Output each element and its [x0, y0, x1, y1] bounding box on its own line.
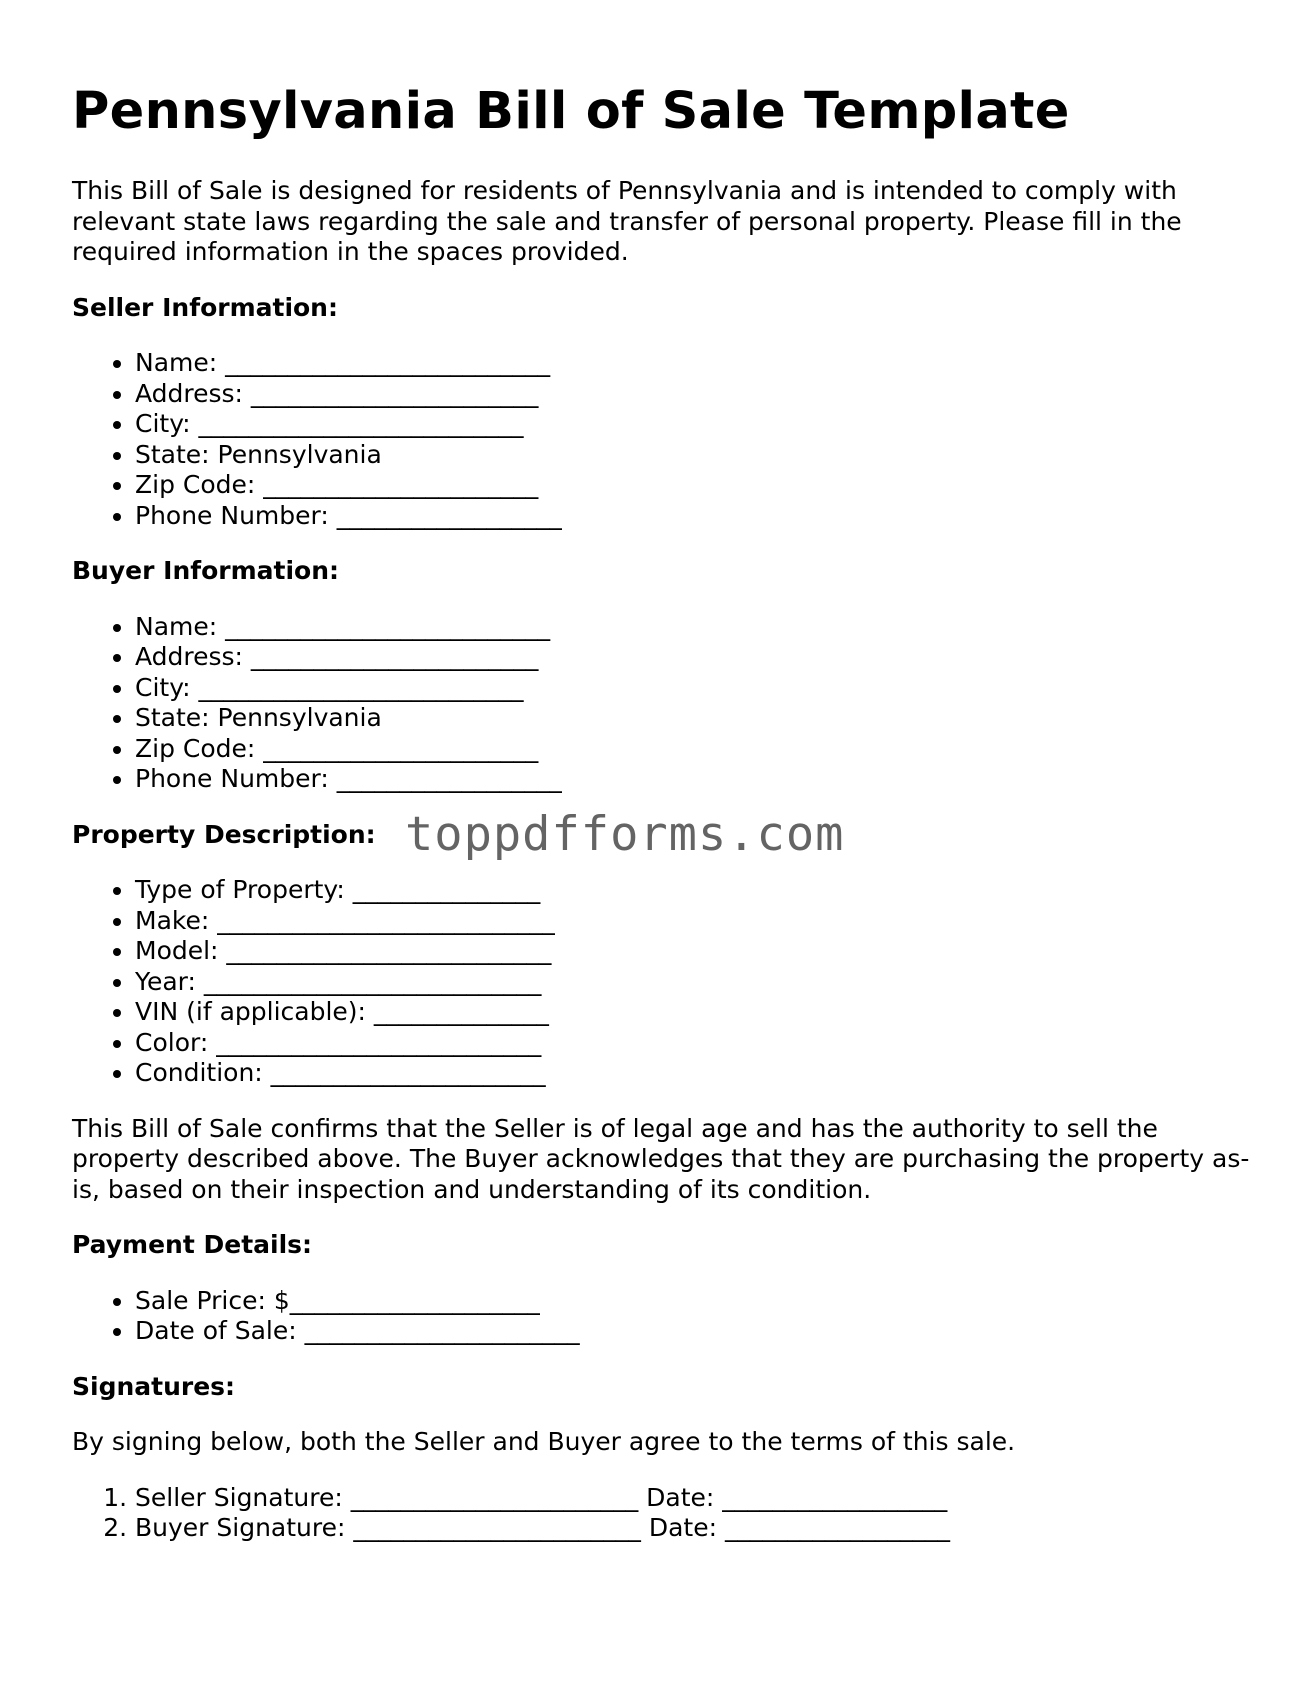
buyer-signature-line[interactable]: 2. Buyer Signature: _______________________ Date: __________________: [135, 1513, 1252, 1544]
buyer-city-field[interactable]: • City: __________________________: [135, 673, 1252, 704]
page-title: Pennsylvania Bill of Sale Template: [72, 82, 1070, 141]
property-heading: Property Description:: [72, 819, 376, 849]
seller-zip-field[interactable]: • Zip Code: ______________________: [135, 470, 1252, 501]
seller-state-field: • State: Pennsylvania: [135, 440, 1252, 471]
property-year-field[interactable]: • Year: ___________________________: [135, 967, 1252, 998]
seller-signature-line[interactable]: 1. Seller Signature: _______________________ Date: __________________: [135, 1483, 1252, 1514]
seller-heading: Seller Information:: [72, 292, 338, 322]
seller-fields-list: [72, 348, 1252, 531]
property-fields-list: [72, 875, 1252, 1089]
buyer-phone-field[interactable]: • Phone Number: __________________: [135, 764, 1252, 795]
buyer-state-field: • State: Pennsylvania: [135, 703, 1252, 734]
bill-of-sale-document: [72, 82, 1252, 1569]
seller-phone-field[interactable]: • Phone Number: __________________: [135, 501, 1252, 532]
payment-heading: Payment Details:: [72, 1230, 313, 1259]
seller-address-field[interactable]: • Address: _______________________: [135, 379, 1252, 410]
buyer-name-field[interactable]: • Name: __________________________: [135, 612, 1252, 643]
sale-price-field[interactable]: • Sale Price: $____________________: [135, 1286, 1252, 1317]
buyer-heading: Buyer Information:: [72, 556, 340, 585]
seller-city-field[interactable]: • City: __________________________: [135, 409, 1252, 440]
date-of-sale-field[interactable]: • Date of Sale: ______________________: [135, 1316, 1252, 1347]
property-heading-row: [72, 806, 1252, 862]
buyer-zip-field[interactable]: • Zip Code: ______________________: [135, 734, 1252, 765]
seller-name-field[interactable]: • Name: __________________________: [135, 348, 1252, 379]
property-color-field[interactable]: • Color: __________________________: [135, 1028, 1252, 1059]
property-model-field[interactable]: • Model: __________________________: [135, 936, 1252, 967]
property-make-field[interactable]: • Make: ___________________________: [135, 906, 1252, 937]
payment-fields-list: [72, 1286, 1252, 1347]
watermark: toppdfforms.com: [405, 806, 845, 862]
property-condition-field[interactable]: • Condition: ______________________: [135, 1058, 1252, 1089]
buyer-address-field[interactable]: • Address: _______________________: [135, 642, 1252, 673]
signature-lines-list: [72, 1483, 1252, 1544]
intro-paragraph: This Bill of Sale is designed for residents of Pennsylvania and is intended to comply with relevant state laws regarding the sale and transfer of personal property. Please fill in the required information in the spaces provided.: [72, 176, 1182, 266]
property-vin-field[interactable]: • VIN (if applicable): ______________: [135, 997, 1252, 1028]
signatures-statement: By signing below, both the Seller and Buyer agree to the terms of this sale.: [72, 1427, 1016, 1456]
confirmation-paragraph: This Bill of Sale confirms that the Seller is of legal age and has the authority to sell the property described above. The Buyer acknowledges that they are purchasing the property as-is, based on their inspection and understanding of its condition.: [72, 1113, 1250, 1204]
property-type-field[interactable]: • Type of Property: _______________: [135, 875, 1252, 906]
signatures-heading: Signatures:: [72, 1371, 236, 1401]
buyer-fields-list: [72, 612, 1252, 795]
